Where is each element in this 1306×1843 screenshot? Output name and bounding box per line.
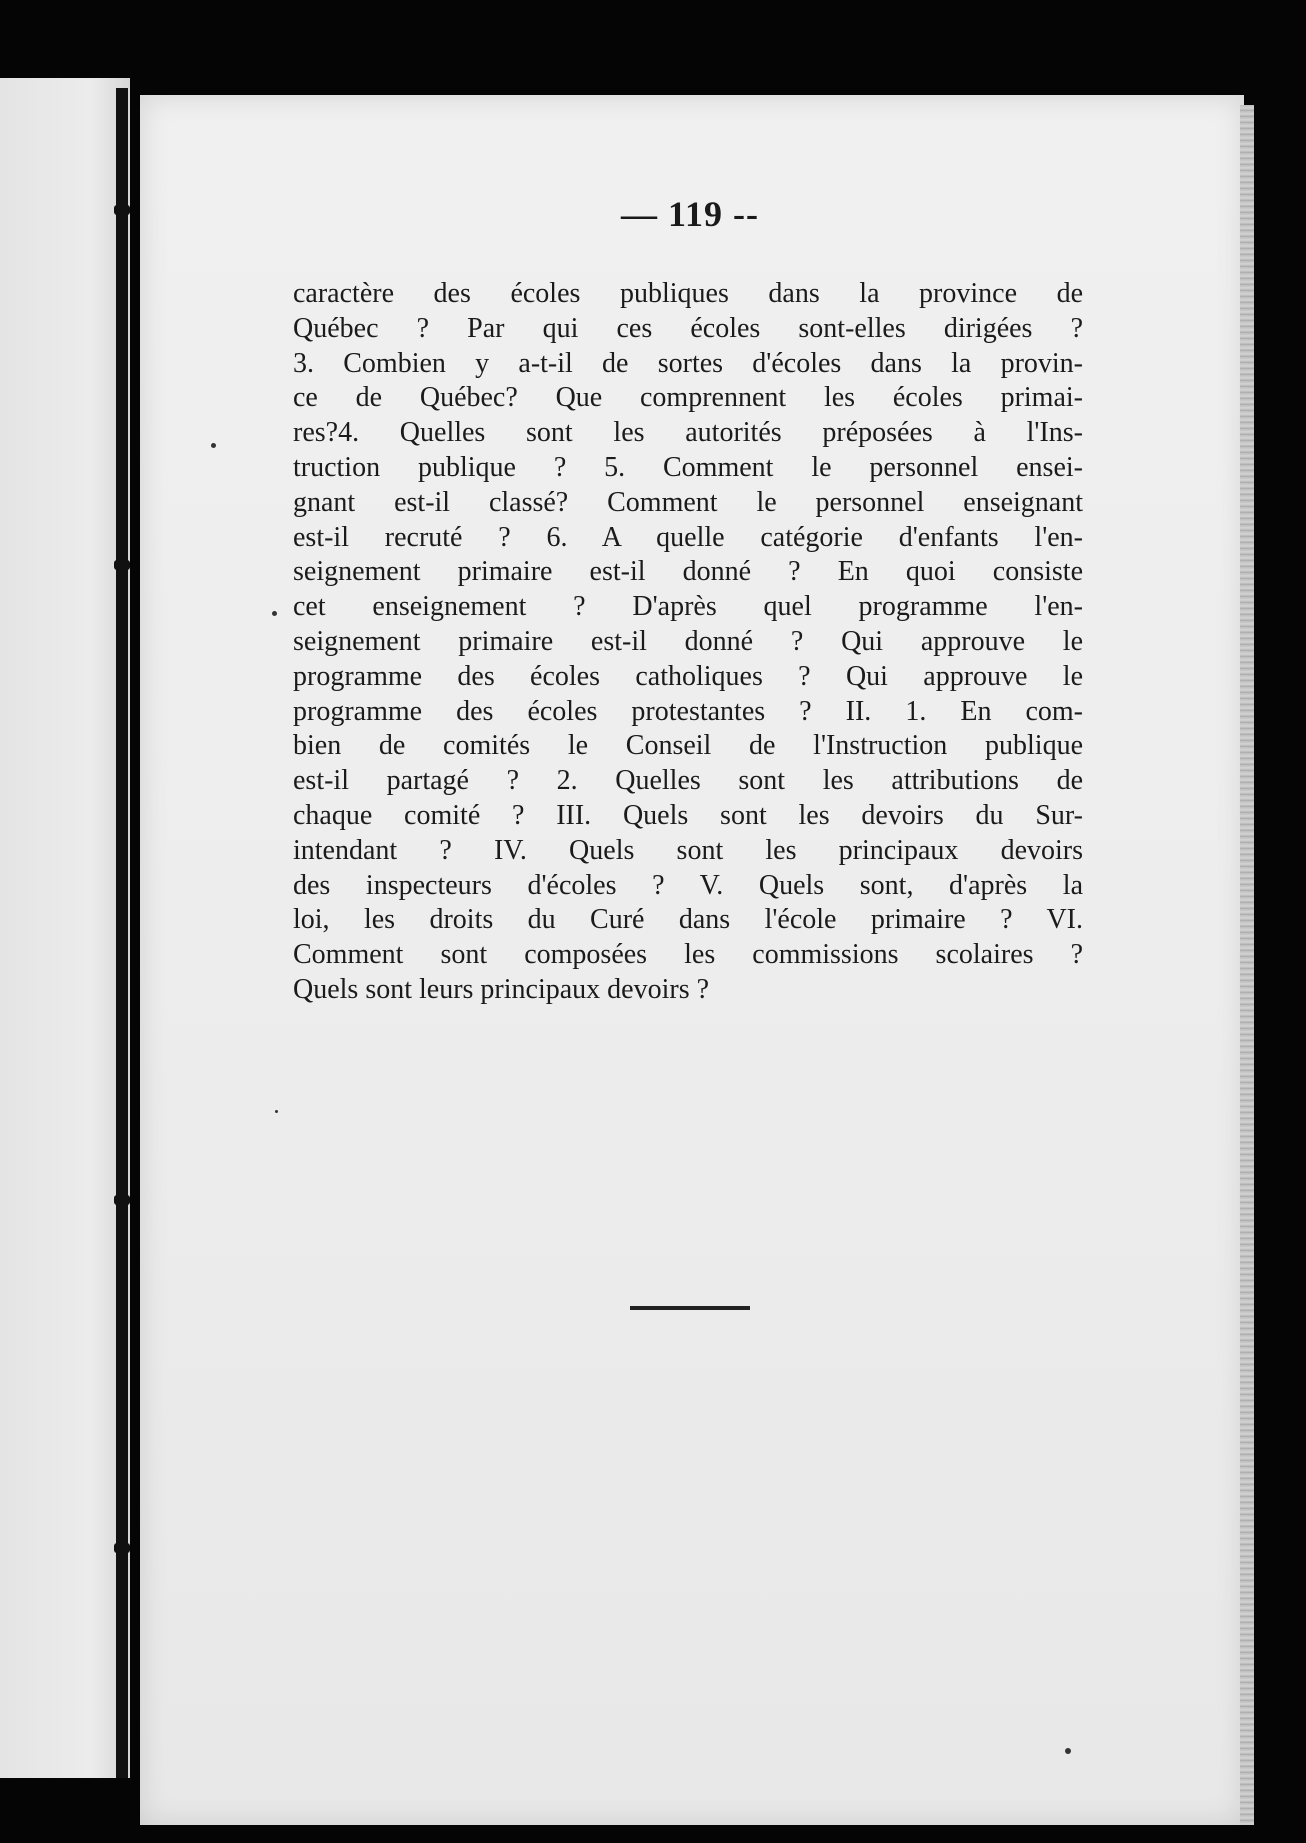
text-line: Quels sont leurs principaux devoirs ? — [293, 973, 710, 1005]
text-line: chaque comité ? III. Quels sont les devoirs du Sur- — [293, 799, 1083, 831]
facing-page-edge — [0, 78, 130, 1778]
text-line: gnant est-il classé? Comment le personnel enseignant — [293, 486, 1083, 518]
text-line: programme des écoles protestantes ? II. 1. En com- — [293, 695, 1083, 727]
text-line: seignement primaire est-il donné ? Qui approuve le — [293, 625, 1083, 657]
text-line: seignement primaire est-il donné ? En quoi consiste — [293, 556, 1083, 588]
binding-stitch — [114, 205, 130, 215]
page-stack-edge — [1240, 105, 1254, 1825]
end-rule — [630, 1306, 750, 1310]
text-line: bien de comités le Conseil de l'Instruction publique — [293, 730, 1083, 762]
text-line: est-il recruté ? 6. A quelle catégorie d'enfants l'en- — [293, 521, 1083, 553]
text-line: loi, les droits du Curé dans l'école primaire ? VI. — [293, 904, 1083, 936]
scan-speck — [211, 443, 216, 448]
text-line: Comment sont composées les commissions scolaires ? — [293, 939, 1083, 971]
text-line: truction publique ? 5. Comment le personnel ensei- — [293, 451, 1083, 483]
scan-speck — [1065, 1748, 1071, 1754]
text-line: 3. Combien y a-t-il de sortes d'écoles dans la provin- — [293, 347, 1083, 379]
page-body-text — [293, 277, 1083, 1008]
binding-stitch — [114, 1195, 130, 1205]
text-line: res?4. Quelles sont les autorités préposées à l'Ins- — [293, 417, 1083, 449]
book-binding — [116, 88, 128, 1778]
text-line: des inspecteurs d'écoles ? V. Quels sont, d'après la — [293, 869, 1083, 901]
binding-stitch — [114, 1543, 130, 1553]
scan-speck — [275, 1110, 278, 1113]
page-number: — 119 -- — [621, 194, 759, 234]
binding-stitch — [114, 560, 130, 570]
text-line: intendant ? IV. Quels sont les principaux devoirs — [293, 834, 1083, 866]
text-line: Québec ? Par qui ces écoles sont-elles dirigées ? — [293, 312, 1083, 344]
text-line: ce de Québec? Que comprennent les écoles primai- — [293, 382, 1083, 414]
text-line: programme des écoles catholiques ? Qui approuve le — [293, 660, 1083, 692]
text-line: est-il partagé ? 2. Quelles sont les attributions de — [293, 765, 1083, 797]
text-line: cet enseignement ? D'après quel programme l'en- — [293, 591, 1083, 623]
scan-speck — [272, 611, 277, 616]
text-line: caractère des écoles publiques dans la province de — [293, 278, 1083, 309]
